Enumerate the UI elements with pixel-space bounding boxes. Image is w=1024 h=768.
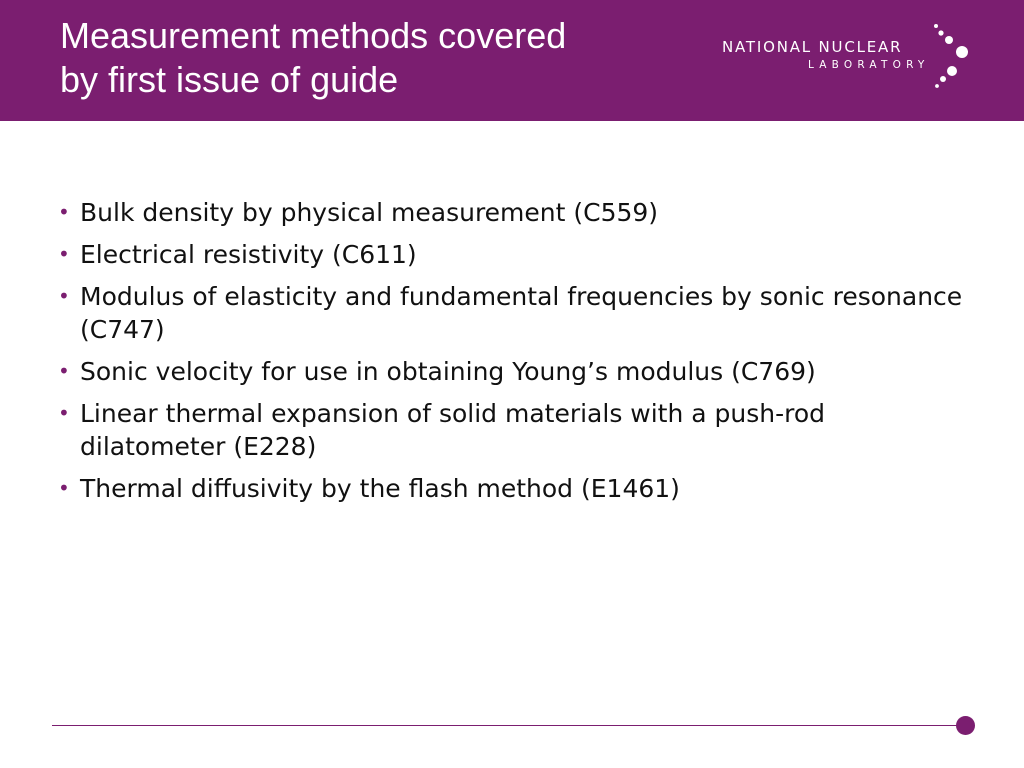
bullet-list <box>58 196 978 514</box>
bullet-dot: • <box>58 401 70 425</box>
bullet-text: Linear thermal expansion of solid materials with a push-rod dilatometer (E228) <box>80 399 826 461</box>
header-banner <box>0 0 1024 121</box>
bullet-item <box>58 196 978 229</box>
bullet-item <box>58 472 978 505</box>
bullet-dot: • <box>58 242 70 266</box>
bullet-text: Electrical resistivity (C611) <box>80 240 417 269</box>
bullet-text: Thermal diffusivity by the flash method (E1461) <box>80 474 680 503</box>
nnl-logo <box>716 18 986 98</box>
logo-text-line-2: LABORATORY <box>808 59 930 71</box>
bullet-item <box>58 397 978 463</box>
bullet-dot: • <box>58 200 70 224</box>
bullet-dot: • <box>58 359 70 383</box>
bullet-text: Modulus of elasticity and fundamental frequencies by sonic resonance (C747) <box>80 282 963 344</box>
title-line-2: by first issue of guide <box>60 59 399 100</box>
page-title <box>60 14 566 102</box>
bullet-text: Sonic velocity for use in obtaining Young’s modulus (C769) <box>80 357 816 386</box>
bullet-dot: • <box>58 284 70 308</box>
title-line-1: Measurement methods covered <box>60 15 567 56</box>
bullet-dot: • <box>58 476 70 500</box>
footer-divider <box>52 725 964 726</box>
logo-text-line-1: NATIONAL NUCLEAR <box>722 38 903 56</box>
bullet-item <box>58 238 978 271</box>
dot-cluster-icon <box>928 18 984 96</box>
bullet-item <box>58 280 978 346</box>
footer-dot-icon <box>956 716 975 735</box>
bullet-text: Bulk density by physical measurement (C559) <box>80 198 659 227</box>
bullet-item <box>58 355 978 388</box>
